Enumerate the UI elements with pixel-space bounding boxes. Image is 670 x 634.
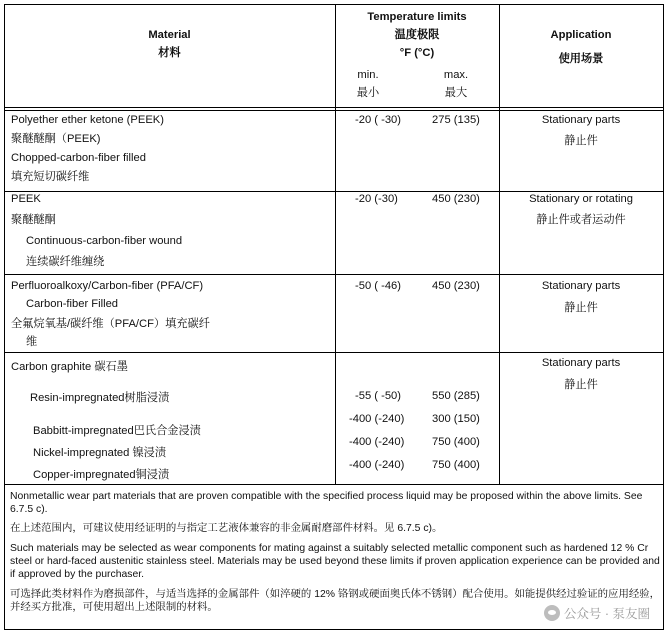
row3-max: 450 (230) [432,280,480,292]
header-divider-2 [4,110,664,111]
row4-sub3-min: -400 (-240) [349,436,405,448]
row4-sub3-max: 750 (400) [432,436,480,448]
row3-app-cn: 静止件 [564,302,598,314]
notes-divider [4,484,664,485]
note-cn-2: 可选择此类材料作为磨损部件，与适当选择的金属部件（如淬硬的 12% 铬钢或硬面奥氏体不锈钢）配合使用。如能提供经过验证的应用经验，并经买方批准，可使用超出上述限制的材料。 [10,589,661,613]
row4-sub4-min: -400 (-240) [349,459,405,471]
row1-line4: 填充短切碳纤维 [11,171,90,183]
wechat-icon [544,605,560,621]
watermark [544,604,650,622]
watermark-text: 公众号 · 泵友圈 [563,607,650,621]
row2-min: -20 (-30) [355,193,398,205]
table-border-bottom [4,629,664,630]
header-min-en: min. [357,69,379,81]
row1-line3: Chopped-carbon-fiber filled [11,152,146,164]
row-divider [4,274,664,275]
header-material-cn: 材料 [158,47,181,59]
row3-line1: Perfluoroalkoxy/Carbon-fiber (PFA/CF) [11,280,204,292]
header-max-cn: 最大 [444,87,468,99]
row1-line1: Polyether ether ketone (PEEK) [11,114,164,126]
note-en-2: Such materials may be selected as wear components for mating against a suitably selected metallic component such as hardened 12 % Cr steel or hard-faced austenitic stainless steel. Materials may be used beyond these limits if proven application experience can be provided and if approved by the purchaser. [10,543,660,580]
header-app-cn: 使用场景 [558,53,604,65]
row2-max: 450 (230) [432,193,480,205]
row4-sub1-label: Resin-impregnated树脂浸渍 [30,392,170,404]
table-border-right [663,4,664,630]
header-material-en: Material [148,29,191,41]
row4-title: Carbon graphite 碳石墨 [11,361,128,373]
row-divider [4,352,664,353]
row1-app-cn: 静止件 [564,135,598,147]
note-en-1: Nonmetallic wear part materials that are proven compatible with the specified process liquid may be proposed within the above limits. See 6.7.5 c). [10,491,643,515]
row1-line2: 聚醚醚酮（PEEK) [11,133,101,145]
row3-min: -50 ( -46) [355,280,402,292]
row4-sub1-min: -55 ( -50) [355,390,402,402]
row2-line2: 聚醚醚酮 [11,214,56,226]
row2-app-cn: 静止件或者运动件 [536,214,626,226]
row3-app-en: Stationary parts [541,280,621,292]
table-border-left [4,4,5,630]
row2-line3: Continuous-carbon-fiber wound [26,235,183,247]
row4-app-cn: 静止件 [564,379,598,391]
column-divider-temp [335,4,336,484]
header-divider [4,107,664,108]
row2-line4: 连续碳纤维缠绕 [26,256,105,268]
row2-app-en: Stationary or rotating [529,193,633,205]
row4-sub4-label: Copper-impregnated铜浸渍 [33,469,170,481]
header-min-cn: 最小 [356,87,380,99]
row1-app-en: Stationary parts [541,114,621,126]
table-border-top [4,4,664,5]
column-divider-app [499,4,500,484]
row3-line4: 维 [26,336,38,348]
header-temp-cn: 温度极限 [394,29,440,41]
row4-sub2-max: 300 (150) [432,413,480,425]
row4-sub4-max: 750 (400) [432,459,480,471]
row4-sub3-label: Nickel-impregnated 镍浸渍 [33,447,167,459]
row2-line1: PEEK [11,193,41,205]
materials-table [4,4,664,630]
header-max-en: max. [443,69,469,81]
row4-sub2-label: Babbitt-impregnated巴氏合金浸渍 [33,425,201,437]
row1-max: 275 (135) [432,114,480,126]
note-cn-1: 在上述范围内，可建议使用经证明的与指定工艺液体兼容的非金属耐磨部件材料。见 6.7.5 c)。 [10,523,443,534]
row1-min: -20 ( -30) [355,114,402,126]
row4-sub2-min: -400 (-240) [349,413,405,425]
row4-app-en: Stationary parts [541,357,621,369]
row4-sub1-max: 550 (285) [432,390,480,402]
row3-line3: 全氟烷氧基/碳纤维（PFA/CF）填充碳纤 [11,318,210,330]
header-temp-unit: °F (°C) [399,47,435,59]
header-app-en: Application [550,29,612,41]
header-temp-en: Temperature limits [367,11,467,23]
row3-line2: Carbon-fiber Filled [26,298,119,310]
